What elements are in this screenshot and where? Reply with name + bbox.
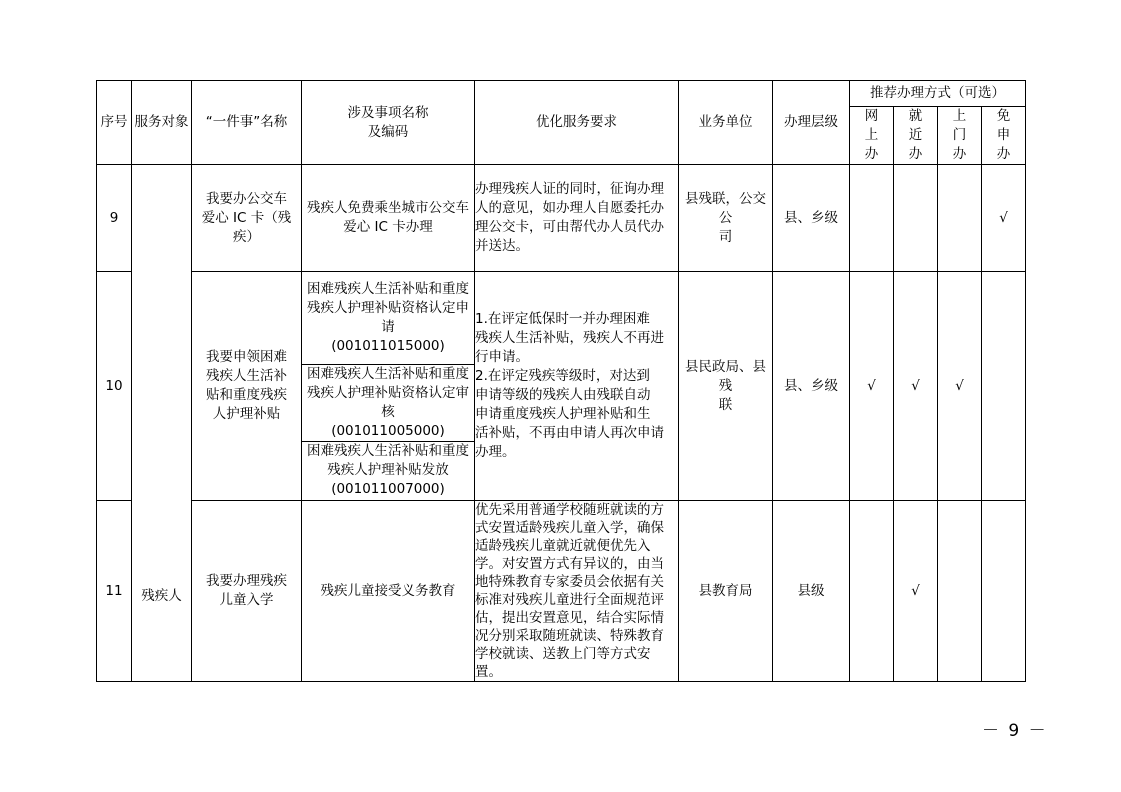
row-affair: 我要申领困难 残疾人生活补 贴和重度残疾 人护理补贴 xyxy=(192,272,302,501)
row-item: 残疾人免费乘坐城市公交车 爱心 IC 卡办理 xyxy=(302,165,475,272)
row-unit: 县教育局 xyxy=(679,501,773,682)
row-item: 困难残疾人生活补贴和重度 残疾人护理补贴发放 (001011007000) xyxy=(302,441,474,500)
header-online: 网 上 办 xyxy=(850,107,894,165)
header-affair: “一件事”名称 xyxy=(192,81,302,165)
header-target: 服务对象 xyxy=(132,81,192,165)
row-seq: 10 xyxy=(97,272,132,501)
table-row xyxy=(97,165,1026,272)
row-level: 县、乡级 xyxy=(773,272,850,501)
row-item: 困难残疾人生活补贴和重度 残疾人护理补贴资格认定申 请 (001011015000) xyxy=(307,280,469,354)
header-unit: 业务单位 xyxy=(679,81,773,165)
table-row xyxy=(97,501,1026,682)
row-online xyxy=(850,501,894,682)
row-exempt xyxy=(982,501,1026,682)
row-seq: 9 xyxy=(97,165,132,272)
row-target: 残疾人 xyxy=(132,165,192,682)
row-item: 残疾儿童接受义务教育 xyxy=(302,501,475,682)
service-table xyxy=(96,80,1026,682)
row-unit: 县民政局、县残 联 xyxy=(679,272,773,501)
row-door: √ xyxy=(938,272,982,501)
row-requirement: 1.在评定低保时一并办理困难 残疾人生活补贴，残疾人不再进 行申请。 2.在评定残疾等级时，对达到 申请等级的残疾人由残联自动 申请重度残疾人护理补贴和生 活补贴，不再由申请人再次申请 办理。 xyxy=(475,272,679,501)
row-nearby: √ xyxy=(894,272,938,501)
row-nearby: √ xyxy=(894,501,938,682)
row-door xyxy=(938,165,982,272)
header-recommended: 推荐办理方式（可选） xyxy=(850,81,1026,107)
header-items: 涉及事项名称 及编码 xyxy=(302,81,475,165)
row-items-group xyxy=(302,272,475,501)
row-unit: 县残联，公交公 司 xyxy=(679,165,773,272)
row-online: √ xyxy=(850,272,894,501)
row-online xyxy=(850,165,894,272)
page-number: － 9 － xyxy=(982,721,1048,741)
row-seq: 11 xyxy=(97,501,132,682)
row-level: 县级 xyxy=(773,501,850,682)
row-exempt: √ xyxy=(982,165,1026,272)
header-level: 办理层级 xyxy=(773,81,850,165)
header-seq: 序号 xyxy=(97,81,132,165)
row-exempt xyxy=(982,272,1026,501)
row-nearby xyxy=(894,165,938,272)
sub-items-table xyxy=(302,272,474,500)
row-door xyxy=(938,501,982,682)
table-row xyxy=(97,272,1026,501)
row-requirement: 优先采用普通学校随班就读的方 式安置适龄残疾儿童入学，确保 适龄残疾儿童就近就便优先入 学。对安置方式有异议的，由当 地特殊教育专家委员会依据有关 标准对残疾儿童进行全面规范评 估，提出安置意见，结合实际情 况分别采取随班就读、特殊教育 学校就读、送教上门等方式安置。 xyxy=(475,501,679,682)
row-affair: 我要办理残疾 儿童入学 xyxy=(192,501,302,682)
row-item: 困难残疾人生活补贴和重度 残疾人护理补贴资格认定审 核 (001011005000) xyxy=(302,364,474,441)
row-affair: 我要办公交车 爱心 IC 卡（残 疾） xyxy=(192,165,302,272)
row-level: 县、乡级 xyxy=(773,165,850,272)
header-requirement: 优化服务要求 xyxy=(475,81,679,165)
header-exempt: 免 申 办 xyxy=(982,107,1026,165)
row-requirement: 办理残疾人证的同时，征询办理 人的意见，如办理人自愿委托办 理公交卡，可由帮代办人员代办 并送达。 xyxy=(475,165,679,272)
header-door: 上 门 办 xyxy=(938,107,982,165)
header-nearby: 就 近 办 xyxy=(894,107,938,165)
